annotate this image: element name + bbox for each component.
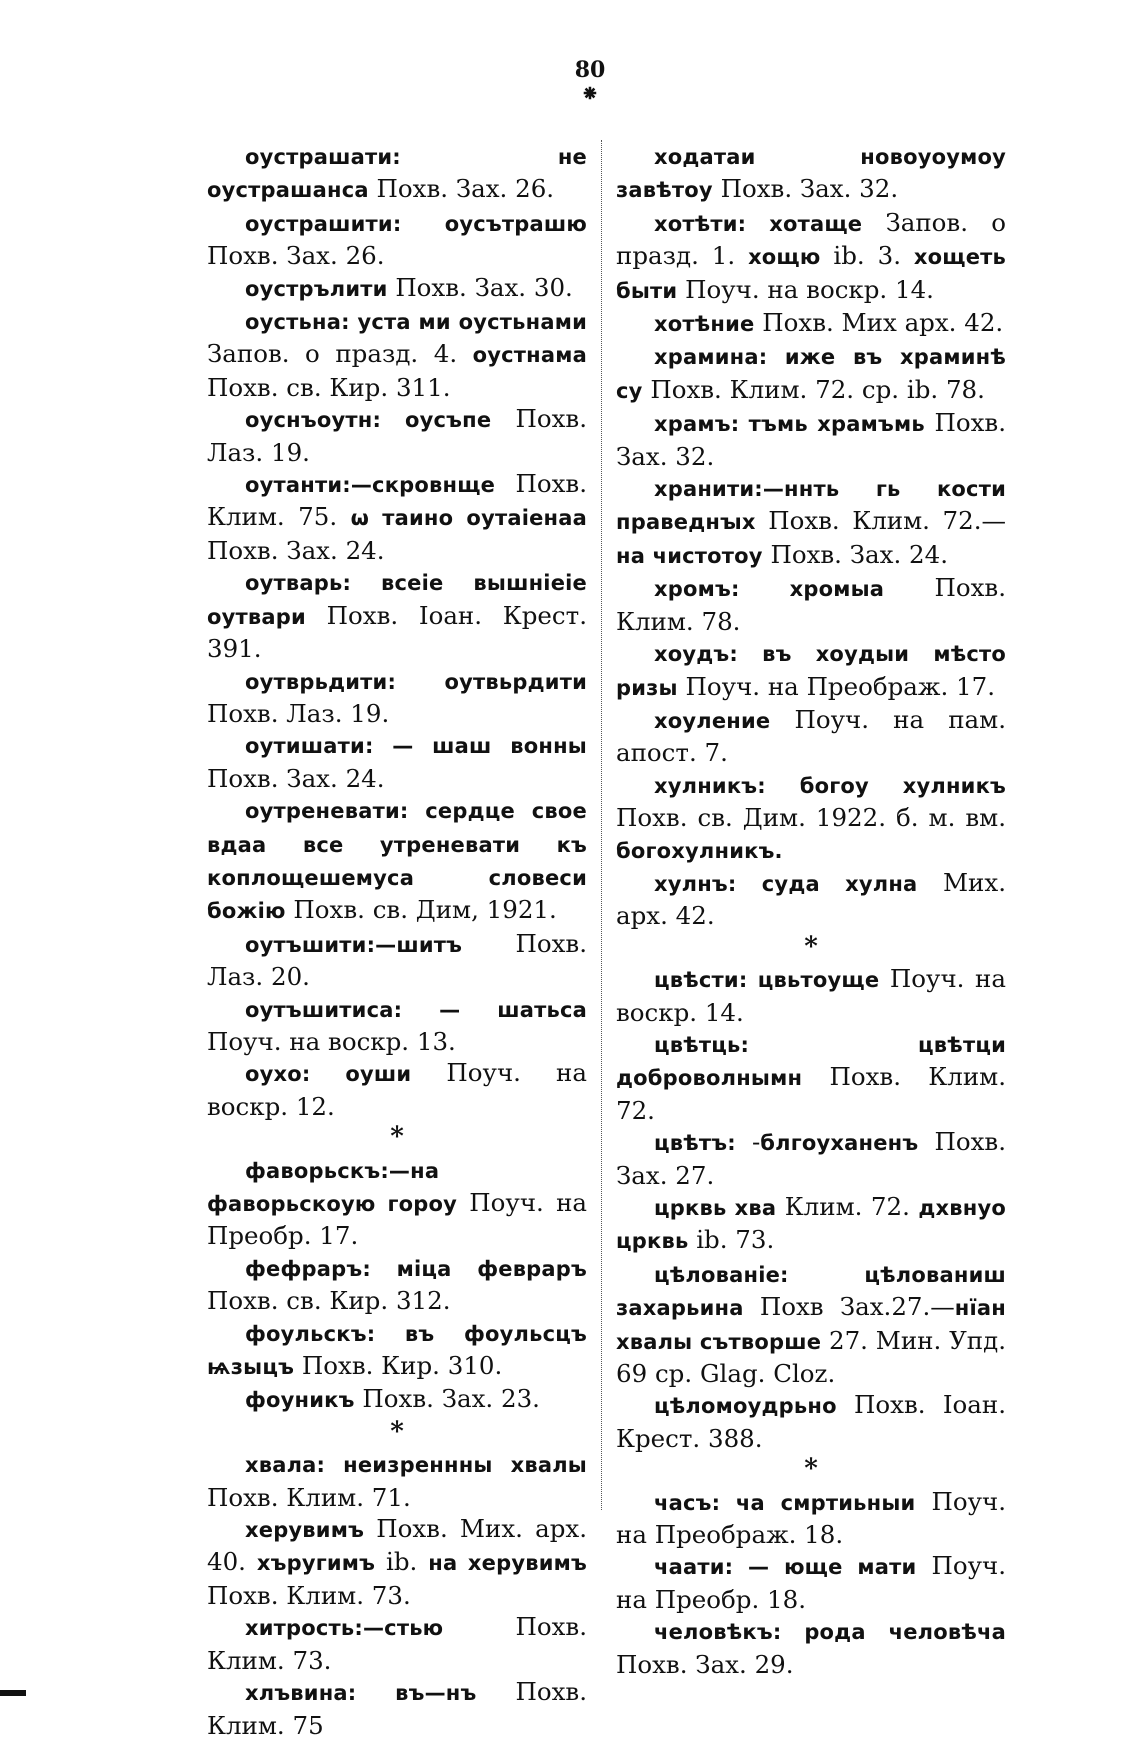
- section-separator: *: [390, 1122, 404, 1153]
- dictionary-entry: фефраръ: міца февраръ Похв. св. Кир. 312.: [207, 1256, 587, 1316]
- page-signature-mark: ⁕: [580, 81, 600, 108]
- dictionary-entry: хотѣти: хотаще Запов. о празд. 1. хощю ib. 3. хощеть быти Поуч. на воскр. 14.: [616, 207, 1007, 304]
- dictionary-entry: цвѣтъ: -блгоуханенъ Похв. Зах. 27.: [616, 1127, 1006, 1190]
- dictionary-entry: оутреневати: сердце свое вдаа все утреневати къ коплощешемуса словеси божію Похв. св. Дим, 1921.: [207, 799, 587, 925]
- dictionary-entry: хитрость:—стью Похв. Клим. 73.: [207, 1612, 587, 1675]
- section-separator: *: [804, 931, 818, 962]
- right-column: [616, 140, 1006, 1680]
- dictionary-entry: хромъ: хромыа Похв. Клим. 78.: [616, 573, 1006, 636]
- dictionary-entry: хулнъ: суда хулна Мих. арх. 42.: [616, 867, 1006, 931]
- dictionary-entry: оутанти:—скровнще Похв. Клим. 75. ѡ таино оутаіенаа Похв. Зах. 24.: [207, 469, 587, 565]
- dictionary-entry: херувимъ Похв. Мих. арх. 40. хъругимъ ib. на херувимъ Похв. Клим. 73.: [207, 1514, 587, 1610]
- dictionary-entry: оутишати: — шаш вонны Похв. Зах. 24.: [207, 734, 587, 793]
- page-number: [560, 58, 620, 106]
- dictionary-entry: храмъ: тъмь храмъмь Похв. Зах. 32.: [616, 408, 1006, 471]
- dictionary-entry: оутварь: всеіе вышніеіе оутвари Похв. Іоан. Крест. 391.: [207, 571, 587, 664]
- dictionary-entry: оуснъоутн: оусъпе Похв. Лаз. 19.: [207, 404, 587, 467]
- dictionary-entry: цѣлованіе: цѣлованиш захарьина Похв Зах.27.—нїан хвалы сътворше 27. Мин. Упд. 69 ср. Glag. Cloz.: [616, 1262, 1006, 1389]
- dictionary-entry: хоудъ: въ хоудыи мѣсто ризы Поуч. на Преображ. 17.: [616, 642, 1006, 701]
- dictionary-entry: цѣломоудрьно Похв. Іоан. Крест. 388.: [616, 1390, 1006, 1453]
- scan-edge-mark: [0, 1690, 26, 1696]
- left-column: [207, 140, 587, 1741]
- dictionary-entry: хвала: неизреннны хвалы Похв. Клим. 71.: [207, 1453, 587, 1512]
- column-divider: [601, 140, 602, 1510]
- section-separator: *: [804, 1454, 818, 1485]
- dictionary-entry: хотѣние Похв. Мих арх. 42.: [654, 308, 1004, 338]
- dictionary-entry: хранити:—ннть гь кости праведнꙑх Похв. Клим. 72.—на чистотоу Похв. Зах. 24.: [616, 477, 1006, 569]
- dictionary-entry: оустрълити Похв. Зах. 30.: [245, 272, 573, 302]
- dictionary-entry: хулникъ: богоу хулникъ Похв. св. Дим. 1922. б. м. вм. богохулникъ.: [616, 773, 1006, 863]
- dictionary-entry: оуcтрашати: не оустрашанса Похв. Зах. 26.: [207, 145, 587, 204]
- dictionary-entry: оухо: оуши Поуч. на воскр. 12.: [207, 1058, 587, 1121]
- dictionary-entry: цвѣтць: цвѣтци доброволнымн Похв. Клим. 72.: [616, 1032, 1006, 1125]
- dictionary-entry: оутврьдити: оутвьрдити Похв. Лаз. 19.: [207, 669, 587, 728]
- dictionary-entry: цвѣсти: цвьтоуще Поуч. на воскр. 14.: [616, 964, 1006, 1027]
- dictionary-entry: храмина: иже въ храминѣ су Похв. Клим. 72. ср. ib. 78.: [616, 345, 1006, 404]
- dictionary-entry: црквь хва Клим. 72. дхвнуо црквь ib. 73.: [616, 1192, 1006, 1255]
- dictionary-entry: фоуникъ Похв. Зах. 23.: [245, 1384, 540, 1414]
- dictionary-entry: ходатаи новоуоумоу завѣтоу Похв. Зах. 32.: [616, 145, 1006, 204]
- dictionary-entry: фоульскъ: въ фоульсцъ ѩзыцъ Похв. Кир. 310.: [207, 1321, 587, 1381]
- dictionary-entry: хоуление Поуч. на пам. апост. 7.: [616, 704, 1006, 768]
- section-separator: *: [390, 1416, 404, 1447]
- dictionary-entry: оустрашити: оусътрашю Похв. Зах. 26.: [207, 211, 587, 271]
- dictionary-entry: хлъвина: въ—нъ Похв. Клим. 75: [207, 1677, 587, 1740]
- dictionary-entry: оутъшити:—шитъ Похв. Лаз. 20.: [207, 928, 587, 992]
- dictionary-entry: оутъшитиса: — шатьса Поуч. на воскр. 13.: [207, 997, 587, 1056]
- dictionary-entry: чаати: — юще мати Поуч. на Преобр. 18.: [616, 1551, 1006, 1614]
- dictionary-entry: часъ: чa смртиьныи Поуч. на Преображ. 18.: [616, 1486, 1006, 1550]
- page-number-value: 80: [574, 57, 606, 83]
- dictionary-entry: оустьна: уста ми оустьнами Запов. о празд. 4. оустнама Похв. св. Кир. 311.: [207, 310, 587, 402]
- dictionary-entry: фаворьскъ:—на фаворьскоую гороу Поуч. на Преобр. 17.: [207, 1158, 588, 1251]
- dictionary-entry: человѣкъ: рода человѣча Похв. Зах. 29.: [616, 1620, 1006, 1679]
